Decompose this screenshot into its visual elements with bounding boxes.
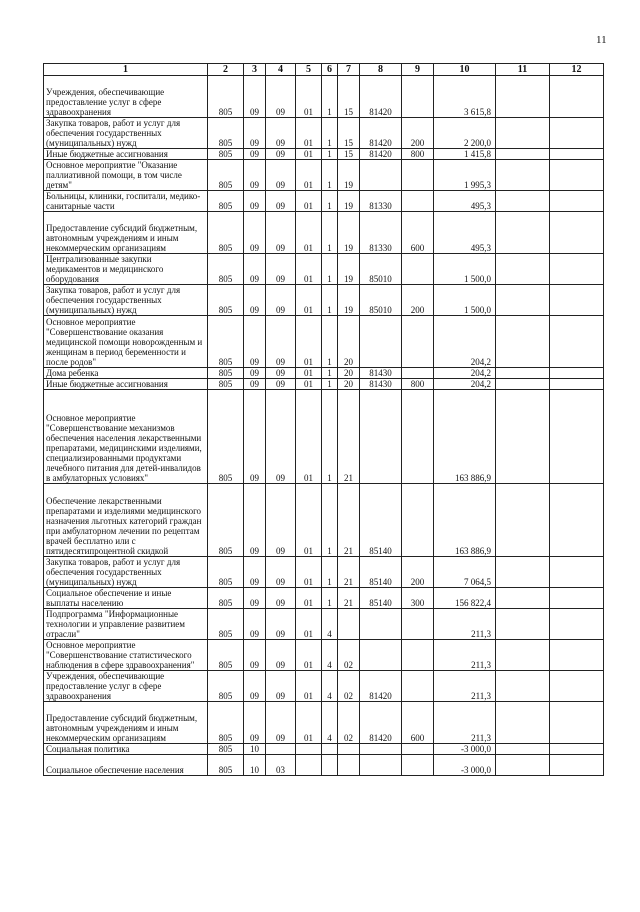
cell-empty (496, 755, 550, 776)
table-row (44, 484, 604, 557)
cell-c4: 09 (266, 149, 296, 160)
cell-c3: 09 (244, 191, 266, 212)
cell-c5: 01 (296, 609, 322, 640)
cell-c8 (360, 160, 402, 191)
cell-c4: 09 (266, 254, 296, 285)
cell-empty (550, 609, 604, 640)
cell-empty (496, 316, 550, 368)
table-row (44, 379, 604, 390)
cell-empty (496, 744, 550, 755)
cell-c7: 19 (338, 254, 360, 285)
cell-empty (550, 671, 604, 702)
header-cell: 11 (496, 64, 550, 76)
cell-empty (550, 191, 604, 212)
cell-c9: 600 (402, 702, 434, 744)
cell-empty (496, 640, 550, 671)
cell-c5: 01 (296, 285, 322, 316)
cell-empty (496, 254, 550, 285)
cell-c6: 1 (322, 285, 338, 316)
cell-c6: 1 (322, 316, 338, 368)
header-cell: 8 (360, 64, 402, 76)
table-row (44, 390, 604, 484)
cell-empty (496, 160, 550, 191)
header-cell: 7 (338, 64, 360, 76)
cell-c2: 805 (208, 640, 244, 671)
cell-c6: 4 (322, 640, 338, 671)
cell-c9: 800 (402, 149, 434, 160)
cell-c9 (402, 368, 434, 379)
cell-c10: 156 822,4 (434, 588, 496, 609)
row-name: Учреждения, обеспечивающие предоставление услуг в сфере здравоохранения (44, 76, 208, 118)
header-cell: 12 (550, 64, 604, 76)
cell-c4: 09 (266, 671, 296, 702)
cell-c10: -3 000,0 (434, 744, 496, 755)
row-name: Основное мероприятие "Совершенствование механизмов обеспечения населения лекарственными препаратами, медицинскими изделиями, специализированными продуктами лечебного питания для детей-инвалидов в амбулаторных условиях" (44, 390, 208, 484)
cell-c8 (360, 609, 402, 640)
cell-empty (550, 212, 604, 254)
table-row (44, 671, 604, 702)
cell-empty (496, 390, 550, 484)
cell-c3: 10 (244, 755, 266, 776)
cell-c7: 20 (338, 316, 360, 368)
cell-empty (496, 285, 550, 316)
cell-c4: 09 (266, 484, 296, 557)
cell-empty (496, 588, 550, 609)
cell-c9 (402, 640, 434, 671)
header-cell: 1 (44, 64, 208, 76)
cell-c6: 1 (322, 149, 338, 160)
cell-c10: 2 200,0 (434, 118, 496, 149)
cell-c2: 805 (208, 744, 244, 755)
cell-c10: 211,3 (434, 671, 496, 702)
cell-c6: 1 (322, 484, 338, 557)
cell-empty (496, 149, 550, 160)
cell-c10: 211,3 (434, 702, 496, 744)
cell-empty (496, 484, 550, 557)
cell-c2: 805 (208, 212, 244, 254)
cell-c6 (322, 744, 338, 755)
header-cell: 4 (266, 64, 296, 76)
cell-empty (550, 368, 604, 379)
cell-c10: 211,3 (434, 609, 496, 640)
cell-c2: 805 (208, 588, 244, 609)
header-row (44, 64, 604, 76)
cell-c10: 163 886,9 (434, 390, 496, 484)
cell-empty (496, 671, 550, 702)
row-name: Предоставление субсидий бюджетным, автономным учреждениям и иным некоммерческим организациям (44, 212, 208, 254)
cell-c8: 81420 (360, 671, 402, 702)
cell-c9 (402, 744, 434, 755)
row-name: Закупка товаров, работ и услуг для обеспечения государственных (муниципальных) нужд (44, 285, 208, 316)
cell-c10: 163 886,9 (434, 484, 496, 557)
cell-c2: 805 (208, 755, 244, 776)
row-name: Основное мероприятие "Совершенствование оказания медицинской помощи новорожденным и женщинам в период беременности и после родов" (44, 316, 208, 368)
cell-c4 (266, 744, 296, 755)
cell-c8: 81420 (360, 149, 402, 160)
cell-c2: 805 (208, 390, 244, 484)
cell-c3: 09 (244, 640, 266, 671)
cell-c4: 09 (266, 702, 296, 744)
cell-c8: 81430 (360, 379, 402, 390)
cell-c6: 4 (322, 671, 338, 702)
cell-empty (550, 254, 604, 285)
cell-c5: 01 (296, 368, 322, 379)
cell-c4: 09 (266, 285, 296, 316)
cell-c9: 800 (402, 379, 434, 390)
cell-c10: 1 500,0 (434, 254, 496, 285)
page-number: 11 (596, 34, 607, 46)
cell-c5: 01 (296, 118, 322, 149)
cell-c10: 495,3 (434, 191, 496, 212)
row-name: Централизованные закупки медикаментов и медицинского оборудования (44, 254, 208, 285)
cell-c5: 01 (296, 191, 322, 212)
table-row (44, 640, 604, 671)
cell-c7: 02 (338, 640, 360, 671)
cell-c6: 1 (322, 557, 338, 588)
table-row (44, 212, 604, 254)
cell-c7 (338, 755, 360, 776)
cell-c3: 09 (244, 379, 266, 390)
cell-c2: 805 (208, 118, 244, 149)
table-row (44, 149, 604, 160)
table-row (44, 254, 604, 285)
row-name: Закупка товаров, работ и услуг для обеспечения государственных (муниципальных) нужд (44, 118, 208, 149)
table-row (44, 368, 604, 379)
cell-c8 (360, 755, 402, 776)
cell-empty (496, 76, 550, 118)
cell-c4: 03 (266, 755, 296, 776)
cell-c9 (402, 191, 434, 212)
cell-c5: 01 (296, 379, 322, 390)
cell-empty (550, 285, 604, 316)
cell-c9: 300 (402, 588, 434, 609)
cell-empty (496, 212, 550, 254)
row-name: Иные бюджетные ассигнования (44, 379, 208, 390)
cell-c3: 09 (244, 588, 266, 609)
table-row (44, 702, 604, 744)
cell-c8: 85140 (360, 588, 402, 609)
cell-c4: 09 (266, 76, 296, 118)
cell-c3: 10 (244, 744, 266, 755)
cell-c2: 805 (208, 557, 244, 588)
cell-c3: 09 (244, 160, 266, 191)
cell-c2: 805 (208, 609, 244, 640)
cell-c2: 805 (208, 671, 244, 702)
cell-c4: 09 (266, 191, 296, 212)
cell-c7: 21 (338, 588, 360, 609)
cell-c5: 01 (296, 588, 322, 609)
cell-c8: 81420 (360, 76, 402, 118)
cell-c4: 09 (266, 588, 296, 609)
cell-c7: 19 (338, 191, 360, 212)
cell-c4: 09 (266, 212, 296, 254)
cell-c3: 09 (244, 149, 266, 160)
cell-c7: 19 (338, 160, 360, 191)
cell-c7: 15 (338, 76, 360, 118)
table-row (44, 76, 604, 118)
cell-c9: 200 (402, 118, 434, 149)
cell-c2: 805 (208, 149, 244, 160)
cell-c8 (360, 744, 402, 755)
header-cell: 9 (402, 64, 434, 76)
cell-empty (550, 702, 604, 744)
cell-c2: 805 (208, 316, 244, 368)
cell-c5: 01 (296, 671, 322, 702)
cell-c3: 09 (244, 76, 266, 118)
cell-c9 (402, 390, 434, 484)
cell-c5: 01 (296, 160, 322, 191)
cell-c6: 1 (322, 368, 338, 379)
cell-c4: 09 (266, 160, 296, 191)
cell-c7: 19 (338, 285, 360, 316)
cell-empty (496, 118, 550, 149)
header-cell: 10 (434, 64, 496, 76)
table-row (44, 588, 604, 609)
cell-empty (550, 160, 604, 191)
cell-c6: 1 (322, 254, 338, 285)
cell-c8: 81420 (360, 702, 402, 744)
cell-c5: 01 (296, 390, 322, 484)
cell-c10: 1 500,0 (434, 285, 496, 316)
cell-c5: 01 (296, 484, 322, 557)
table-row (44, 118, 604, 149)
cell-c10: 211,3 (434, 640, 496, 671)
cell-c7 (338, 744, 360, 755)
cell-c7: 20 (338, 379, 360, 390)
cell-c8: 81430 (360, 368, 402, 379)
cell-c7: 20 (338, 368, 360, 379)
cell-c7: 21 (338, 390, 360, 484)
cell-empty (550, 390, 604, 484)
header-cell: 2 (208, 64, 244, 76)
cell-c6: 1 (322, 390, 338, 484)
cell-c8: 85140 (360, 557, 402, 588)
cell-c7: 15 (338, 118, 360, 149)
cell-c9 (402, 254, 434, 285)
row-name: Основное мероприятие "Оказание паллиативной помощи, в том числе детям" (44, 160, 208, 191)
cell-c4: 09 (266, 640, 296, 671)
cell-c9 (402, 609, 434, 640)
row-name: Закупка товаров, работ и услуг для обеспечения государственных (муниципальных) нужд (44, 557, 208, 588)
cell-c9 (402, 484, 434, 557)
cell-c6: 1 (322, 191, 338, 212)
cell-c6: 1 (322, 76, 338, 118)
cell-empty (550, 379, 604, 390)
table-body (44, 76, 604, 776)
cell-c10: 7 064,5 (434, 557, 496, 588)
table-row (44, 744, 604, 755)
cell-empty (496, 379, 550, 390)
row-name: Больницы, клиники, госпитали, медико-санитарные части (44, 191, 208, 212)
row-name: Иные бюджетные ассигнования (44, 149, 208, 160)
cell-c6 (322, 755, 338, 776)
table-row (44, 316, 604, 368)
cell-c5 (296, 744, 322, 755)
cell-c4: 09 (266, 609, 296, 640)
cell-empty (550, 755, 604, 776)
cell-c9 (402, 671, 434, 702)
cell-empty (496, 191, 550, 212)
cell-c8 (360, 316, 402, 368)
row-name: Основное мероприятие "Совершенствование статистического наблюдения в сфере здравоохранения" (44, 640, 208, 671)
cell-empty (496, 368, 550, 379)
cell-c2: 805 (208, 191, 244, 212)
cell-c2: 805 (208, 379, 244, 390)
cell-c8: 81330 (360, 212, 402, 254)
row-name: Предоставление субсидий бюджетным, автономным учреждениям и иным некоммерческим организациям (44, 702, 208, 744)
cell-empty (550, 557, 604, 588)
cell-empty (496, 702, 550, 744)
cell-c5: 01 (296, 702, 322, 744)
table-row (44, 609, 604, 640)
cell-c9 (402, 316, 434, 368)
cell-empty (496, 609, 550, 640)
cell-c3: 09 (244, 368, 266, 379)
row-name: Социальное обеспечение и иные выплаты населению (44, 588, 208, 609)
cell-c8: 85010 (360, 254, 402, 285)
cell-c5: 01 (296, 557, 322, 588)
table-row (44, 557, 604, 588)
cell-c10: 204,2 (434, 368, 496, 379)
cell-c8: 85010 (360, 285, 402, 316)
cell-empty (550, 118, 604, 149)
cell-c2: 805 (208, 702, 244, 744)
row-name: Социальное обеспечение населения (44, 755, 208, 776)
cell-c9 (402, 160, 434, 191)
cell-c6: 1 (322, 379, 338, 390)
cell-empty (550, 588, 604, 609)
row-name: Обеспечение лекарственными препаратами и изделиями медицинского назначения льготных категорий граждан при амбулаторном лечении по рецептам врачей бесплатно или с пятидесятипроцентной скидкой (44, 484, 208, 557)
header-cell: 3 (244, 64, 266, 76)
cell-c10: 495,3 (434, 212, 496, 254)
cell-c10: 1 415,8 (434, 149, 496, 160)
table-row (44, 285, 604, 316)
row-name: Подпрограмма "Информационные технологии и управление развитием отрасли" (44, 609, 208, 640)
cell-c2: 805 (208, 76, 244, 118)
cell-c2: 805 (208, 484, 244, 557)
cell-empty (550, 744, 604, 755)
cell-c3: 09 (244, 557, 266, 588)
budget-table (43, 63, 604, 776)
cell-c8: 81420 (360, 118, 402, 149)
cell-c3: 09 (244, 316, 266, 368)
cell-c3: 09 (244, 212, 266, 254)
cell-c9: 200 (402, 557, 434, 588)
cell-c10: 3 615,8 (434, 76, 496, 118)
cell-c10: 204,2 (434, 316, 496, 368)
cell-c7: 15 (338, 149, 360, 160)
cell-c9 (402, 755, 434, 776)
cell-c10: 204,2 (434, 379, 496, 390)
cell-c3: 09 (244, 118, 266, 149)
cell-c8: 85140 (360, 484, 402, 557)
cell-empty (550, 640, 604, 671)
cell-c3: 09 (244, 484, 266, 557)
cell-empty (550, 149, 604, 160)
cell-c7 (338, 609, 360, 640)
cell-c7: 19 (338, 212, 360, 254)
cell-c2: 805 (208, 254, 244, 285)
cell-c6: 1 (322, 588, 338, 609)
cell-empty (550, 76, 604, 118)
cell-c4: 09 (266, 390, 296, 484)
cell-c9: 200 (402, 285, 434, 316)
cell-c6: 4 (322, 609, 338, 640)
cell-c7: 21 (338, 484, 360, 557)
cell-c2: 805 (208, 368, 244, 379)
row-name: Социальная политика (44, 744, 208, 755)
cell-c7: 02 (338, 671, 360, 702)
cell-c3: 09 (244, 702, 266, 744)
cell-c4: 09 (266, 368, 296, 379)
cell-c2: 805 (208, 160, 244, 191)
cell-c4: 09 (266, 557, 296, 588)
cell-c4: 09 (266, 316, 296, 368)
cell-c3: 09 (244, 671, 266, 702)
cell-c10: 1 995,3 (434, 160, 496, 191)
cell-c6: 4 (322, 702, 338, 744)
cell-c5: 01 (296, 212, 322, 254)
cell-c5: 01 (296, 316, 322, 368)
cell-c8 (360, 640, 402, 671)
cell-c10: -3 000,0 (434, 755, 496, 776)
header-cell: 6 (322, 64, 338, 76)
cell-c4: 09 (266, 379, 296, 390)
cell-c9 (402, 76, 434, 118)
cell-c6: 1 (322, 160, 338, 191)
cell-c3: 09 (244, 285, 266, 316)
cell-c8: 81330 (360, 191, 402, 212)
cell-empty (496, 557, 550, 588)
cell-c2: 805 (208, 285, 244, 316)
table-row (44, 191, 604, 212)
cell-c7: 02 (338, 702, 360, 744)
row-name: Дома ребенка (44, 368, 208, 379)
cell-c4: 09 (266, 118, 296, 149)
cell-c5 (296, 755, 322, 776)
header-cell: 5 (296, 64, 322, 76)
cell-c7: 21 (338, 557, 360, 588)
cell-empty (550, 316, 604, 368)
table-row (44, 755, 604, 776)
row-name: Учреждения, обеспечивающие предоставление услуг в сфере здравоохранения (44, 671, 208, 702)
cell-c8 (360, 390, 402, 484)
cell-c3: 09 (244, 609, 266, 640)
cell-c6: 1 (322, 212, 338, 254)
cell-c3: 09 (244, 254, 266, 285)
cell-c5: 01 (296, 149, 322, 160)
cell-c9: 600 (402, 212, 434, 254)
cell-c5: 01 (296, 76, 322, 118)
cell-c5: 01 (296, 640, 322, 671)
table-row (44, 160, 604, 191)
cell-c5: 01 (296, 254, 322, 285)
cell-empty (550, 484, 604, 557)
cell-c6: 1 (322, 118, 338, 149)
cell-c3: 09 (244, 390, 266, 484)
